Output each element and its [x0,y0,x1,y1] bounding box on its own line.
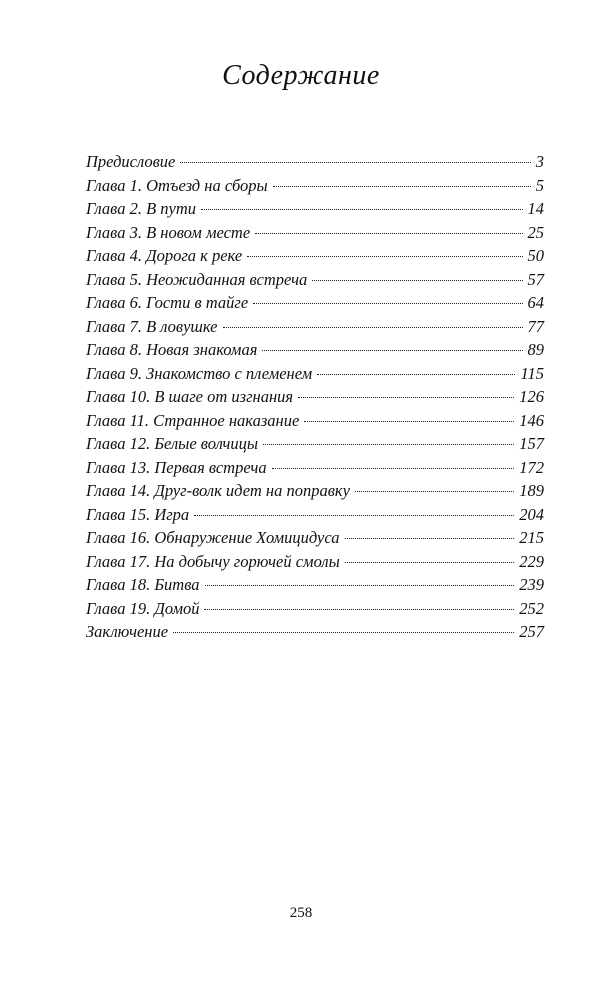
toc-entry [86,456,544,480]
toc-entry-title: Заключение [86,622,169,641]
toc-entry-title: Глава 14. Друг-волк идет на поправку [86,481,350,500]
toc-entry-page: 146 [519,410,544,430]
toc-entry-page: 14 [527,199,544,218]
toc-entry [86,362,544,386]
toc-entry-title: Глава 9. Знакомство с племенем [86,363,313,383]
dot-leader [255,233,522,234]
dot-leader [180,162,530,163]
toc-entry [86,221,544,245]
toc-entry-title: Глава 6. Гости в тайге [86,293,249,312]
dot-leader [194,515,514,516]
toc-entry-title: Глава 3. В новом месте [86,222,251,242]
toc-entry-title: Глава 13. Первая встреча [86,457,267,477]
toc-entry-title: Глава 11. Странное наказание [86,410,300,430]
toc-entry-page: 5 [535,175,544,195]
toc-entry-page: 77 [527,316,544,336]
dot-leader [345,538,515,539]
toc-entry-page: 215 [519,528,544,547]
toc-entry [86,338,544,362]
table-of-contents [86,150,544,644]
toc-entry [86,526,544,550]
toc-entry-page: 252 [519,598,544,618]
toc-entry [86,174,544,198]
toc-entry-title: Глава 2. В пути [86,199,197,218]
dot-leader [355,491,514,492]
toc-entry-title: Глава 5. Неожиданная встреча [86,269,308,289]
dot-leader [298,397,514,398]
toc-entry-page: 50 [527,246,544,265]
toc-entry [86,479,544,503]
toc-entry-page: 89 [527,340,544,359]
dot-leader [205,585,515,586]
toc-entry-title: Глава 8. Новая знакомая [86,340,258,359]
toc-entry-title: Глава 17. На добычу горючей смолы [86,551,340,571]
dot-leader [247,256,522,257]
dot-leader [173,632,514,633]
toc-entry [86,597,544,621]
toc-entry-page: 64 [527,293,544,312]
toc-entry-title: Глава 12. Белые волчицы [86,434,259,453]
dot-leader [253,303,522,304]
toc-entry-page: 25 [527,222,544,242]
toc-entry [86,315,544,339]
toc-entry-page: 3 [535,152,544,171]
toc-entry [86,503,544,527]
toc-entry [86,432,544,456]
dot-leader [263,444,514,445]
dot-leader [201,209,522,210]
page-number: 258 [289,905,313,921]
toc-entry-title: Предисловие [86,152,176,171]
toc-entry-page: 157 [519,434,544,453]
toc-entry-page: 257 [519,622,544,641]
toc-entry [86,197,544,221]
dot-leader [272,468,515,469]
toc-entry [86,268,544,292]
page-title: Содержание [222,60,380,91]
toc-entry-page: 172 [519,457,544,477]
toc-entry [86,244,544,268]
toc-entry-title: Глава 16. Обнаружение Хомицидуса [86,528,340,547]
toc-entry-title: Глава 7. В ловушке [86,316,218,336]
toc-entry-page: 204 [519,504,544,524]
dot-leader [273,186,531,187]
toc-entry-title: Глава 18. Битва [86,575,200,594]
dot-leader [262,350,522,351]
toc-entry-page: 239 [519,575,544,594]
toc-entry [86,620,544,644]
toc-entry [86,550,544,574]
dot-leader [345,562,514,563]
dot-leader [312,280,522,281]
toc-entry-title: Глава 1. Отъезд на сборы [86,175,268,195]
dot-leader [204,609,514,610]
toc-entry [86,150,544,174]
toc-entry-title: Глава 4. Дорога к реке [86,246,243,265]
dot-leader [304,421,514,422]
toc-entry-page: 189 [519,481,544,500]
toc-entry-page: 115 [520,363,544,383]
toc-entry-title: Глава 10. В шаге от изгнания [86,387,294,406]
toc-entry-page: 229 [519,551,544,571]
toc-entry [86,409,544,433]
toc-entry-title: Глава 19. Домой [86,598,200,618]
toc-entry-page: 126 [519,387,544,406]
toc-entry [86,573,544,597]
toc-entry [86,291,544,315]
toc-entry-page: 57 [527,269,544,289]
toc-entry [86,385,544,409]
dot-leader [223,327,523,328]
dot-leader [317,374,515,375]
toc-entry-title: Глава 15. Игра [86,504,190,524]
